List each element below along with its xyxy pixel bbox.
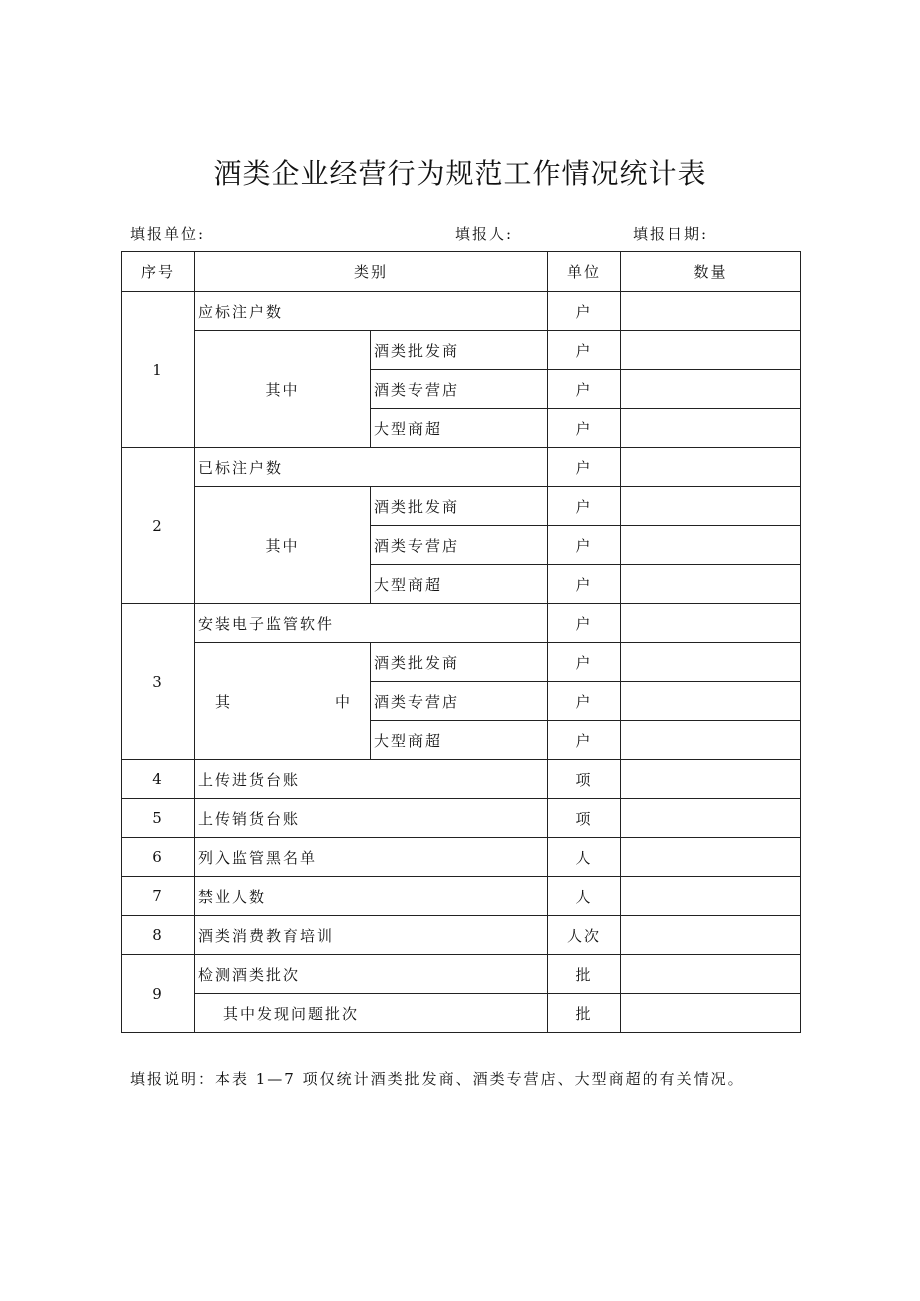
reporter-label: 填报人:	[455, 225, 514, 243]
seq-cell: 3	[122, 604, 195, 760]
quantity-cell[interactable]	[621, 916, 801, 955]
unit-cell: 户	[548, 565, 621, 604]
quantity-cell[interactable]	[621, 565, 801, 604]
unit-cell: 户	[548, 487, 621, 526]
table-row	[122, 448, 801, 487]
unit-cell: 户	[548, 721, 621, 760]
category-cell: 列入监管黑名单	[195, 838, 548, 877]
unit-cell: 户	[548, 448, 621, 487]
seq-cell: 4	[122, 760, 195, 799]
unit-cell: 户	[548, 292, 621, 331]
seq-cell: 7	[122, 877, 195, 916]
seq-cell: 6	[122, 838, 195, 877]
unit-cell: 户	[548, 682, 621, 721]
unit-cell: 户	[548, 409, 621, 448]
quantity-cell[interactable]	[621, 448, 801, 487]
seq-cell: 8	[122, 916, 195, 955]
subcategory-cell: 大型商超	[371, 565, 548, 604]
quantity-cell[interactable]	[621, 994, 801, 1033]
reporting-unit-label: 填报单位:	[130, 225, 206, 243]
header-quantity: 数量	[621, 252, 801, 292]
table-row	[122, 487, 801, 526]
unit-cell: 人	[548, 838, 621, 877]
category-cell: 安装电子监管软件	[195, 604, 548, 643]
table-row	[122, 292, 801, 331]
subcategory-cell: 酒类批发商	[371, 331, 548, 370]
category-cell: 禁业人数	[195, 877, 548, 916]
subcategory-cell: 酒类专营店	[371, 682, 548, 721]
header-seq: 序号	[122, 252, 195, 292]
table-header-row	[122, 252, 801, 292]
quantity-cell[interactable]	[621, 331, 801, 370]
unit-cell: 户	[548, 370, 621, 409]
subcategory-cell: 大型商超	[371, 721, 548, 760]
subgroup-label-part: 其	[215, 692, 233, 711]
seq-cell: 2	[122, 448, 195, 604]
table-row	[122, 916, 801, 955]
subcategory-cell: 酒类批发商	[371, 487, 548, 526]
quantity-cell[interactable]	[621, 877, 801, 916]
unit-cell: 批	[548, 994, 621, 1033]
unit-cell: 项	[548, 760, 621, 799]
table-row	[122, 643, 801, 682]
quantity-cell[interactable]	[621, 682, 801, 721]
category-cell: 应标注户数	[195, 292, 548, 331]
unit-cell: 户	[548, 526, 621, 565]
statistics-table	[121, 251, 801, 1033]
subcategory-cell: 酒类批发商	[371, 643, 548, 682]
subgroup-label: 其中	[195, 331, 371, 448]
report-date-label: 填报日期:	[633, 225, 709, 243]
unit-cell: 项	[548, 799, 621, 838]
quantity-cell[interactable]	[621, 487, 801, 526]
quantity-cell[interactable]	[621, 760, 801, 799]
subgroup-label-part: 中	[334, 692, 352, 711]
unit-cell: 人次	[548, 916, 621, 955]
table-row	[122, 877, 801, 916]
subcategory-cell: 其中发现问题批次	[195, 994, 548, 1033]
page-title: 酒类企业经营行为规范工作情况统计表	[213, 157, 707, 190]
filling-instructions: 填报说明：本表 1—7 项仅统计酒类批发商、酒类专营店、大型商超的有关情况。	[130, 1070, 745, 1088]
table-row	[122, 955, 801, 994]
seq-cell: 9	[122, 955, 195, 1033]
quantity-cell[interactable]	[621, 643, 801, 682]
quantity-cell[interactable]	[621, 526, 801, 565]
quantity-cell[interactable]	[621, 799, 801, 838]
quantity-cell[interactable]	[621, 721, 801, 760]
category-cell: 上传销货台账	[195, 799, 548, 838]
unit-cell: 户	[548, 604, 621, 643]
header-unit: 单位	[548, 252, 621, 292]
seq-cell: 1	[122, 292, 195, 448]
table-row	[122, 331, 801, 370]
unit-cell: 户	[548, 331, 621, 370]
subcategory-cell: 大型商超	[371, 409, 548, 448]
quantity-cell[interactable]	[621, 955, 801, 994]
header-category: 类别	[195, 252, 548, 292]
subgroup-label: 其中	[195, 487, 371, 604]
quantity-cell[interactable]	[621, 838, 801, 877]
unit-cell: 人	[548, 877, 621, 916]
seq-cell: 5	[122, 799, 195, 838]
category-cell: 上传进货台账	[195, 760, 548, 799]
table-row	[122, 604, 801, 643]
category-cell: 酒类消费教育培训	[195, 916, 548, 955]
category-cell: 已标注户数	[195, 448, 548, 487]
table-row	[122, 838, 801, 877]
subcategory-cell: 酒类专营店	[371, 526, 548, 565]
unit-cell: 户	[548, 643, 621, 682]
quantity-cell[interactable]	[621, 409, 801, 448]
table-row	[122, 799, 801, 838]
quantity-cell[interactable]	[621, 370, 801, 409]
table-row	[122, 760, 801, 799]
quantity-cell[interactable]	[621, 292, 801, 331]
category-cell: 检测酒类批次	[195, 955, 548, 994]
subcategory-cell: 酒类专营店	[371, 370, 548, 409]
subgroup-label	[195, 643, 371, 760]
quantity-cell[interactable]	[621, 604, 801, 643]
table-row	[122, 994, 801, 1033]
unit-cell: 批	[548, 955, 621, 994]
